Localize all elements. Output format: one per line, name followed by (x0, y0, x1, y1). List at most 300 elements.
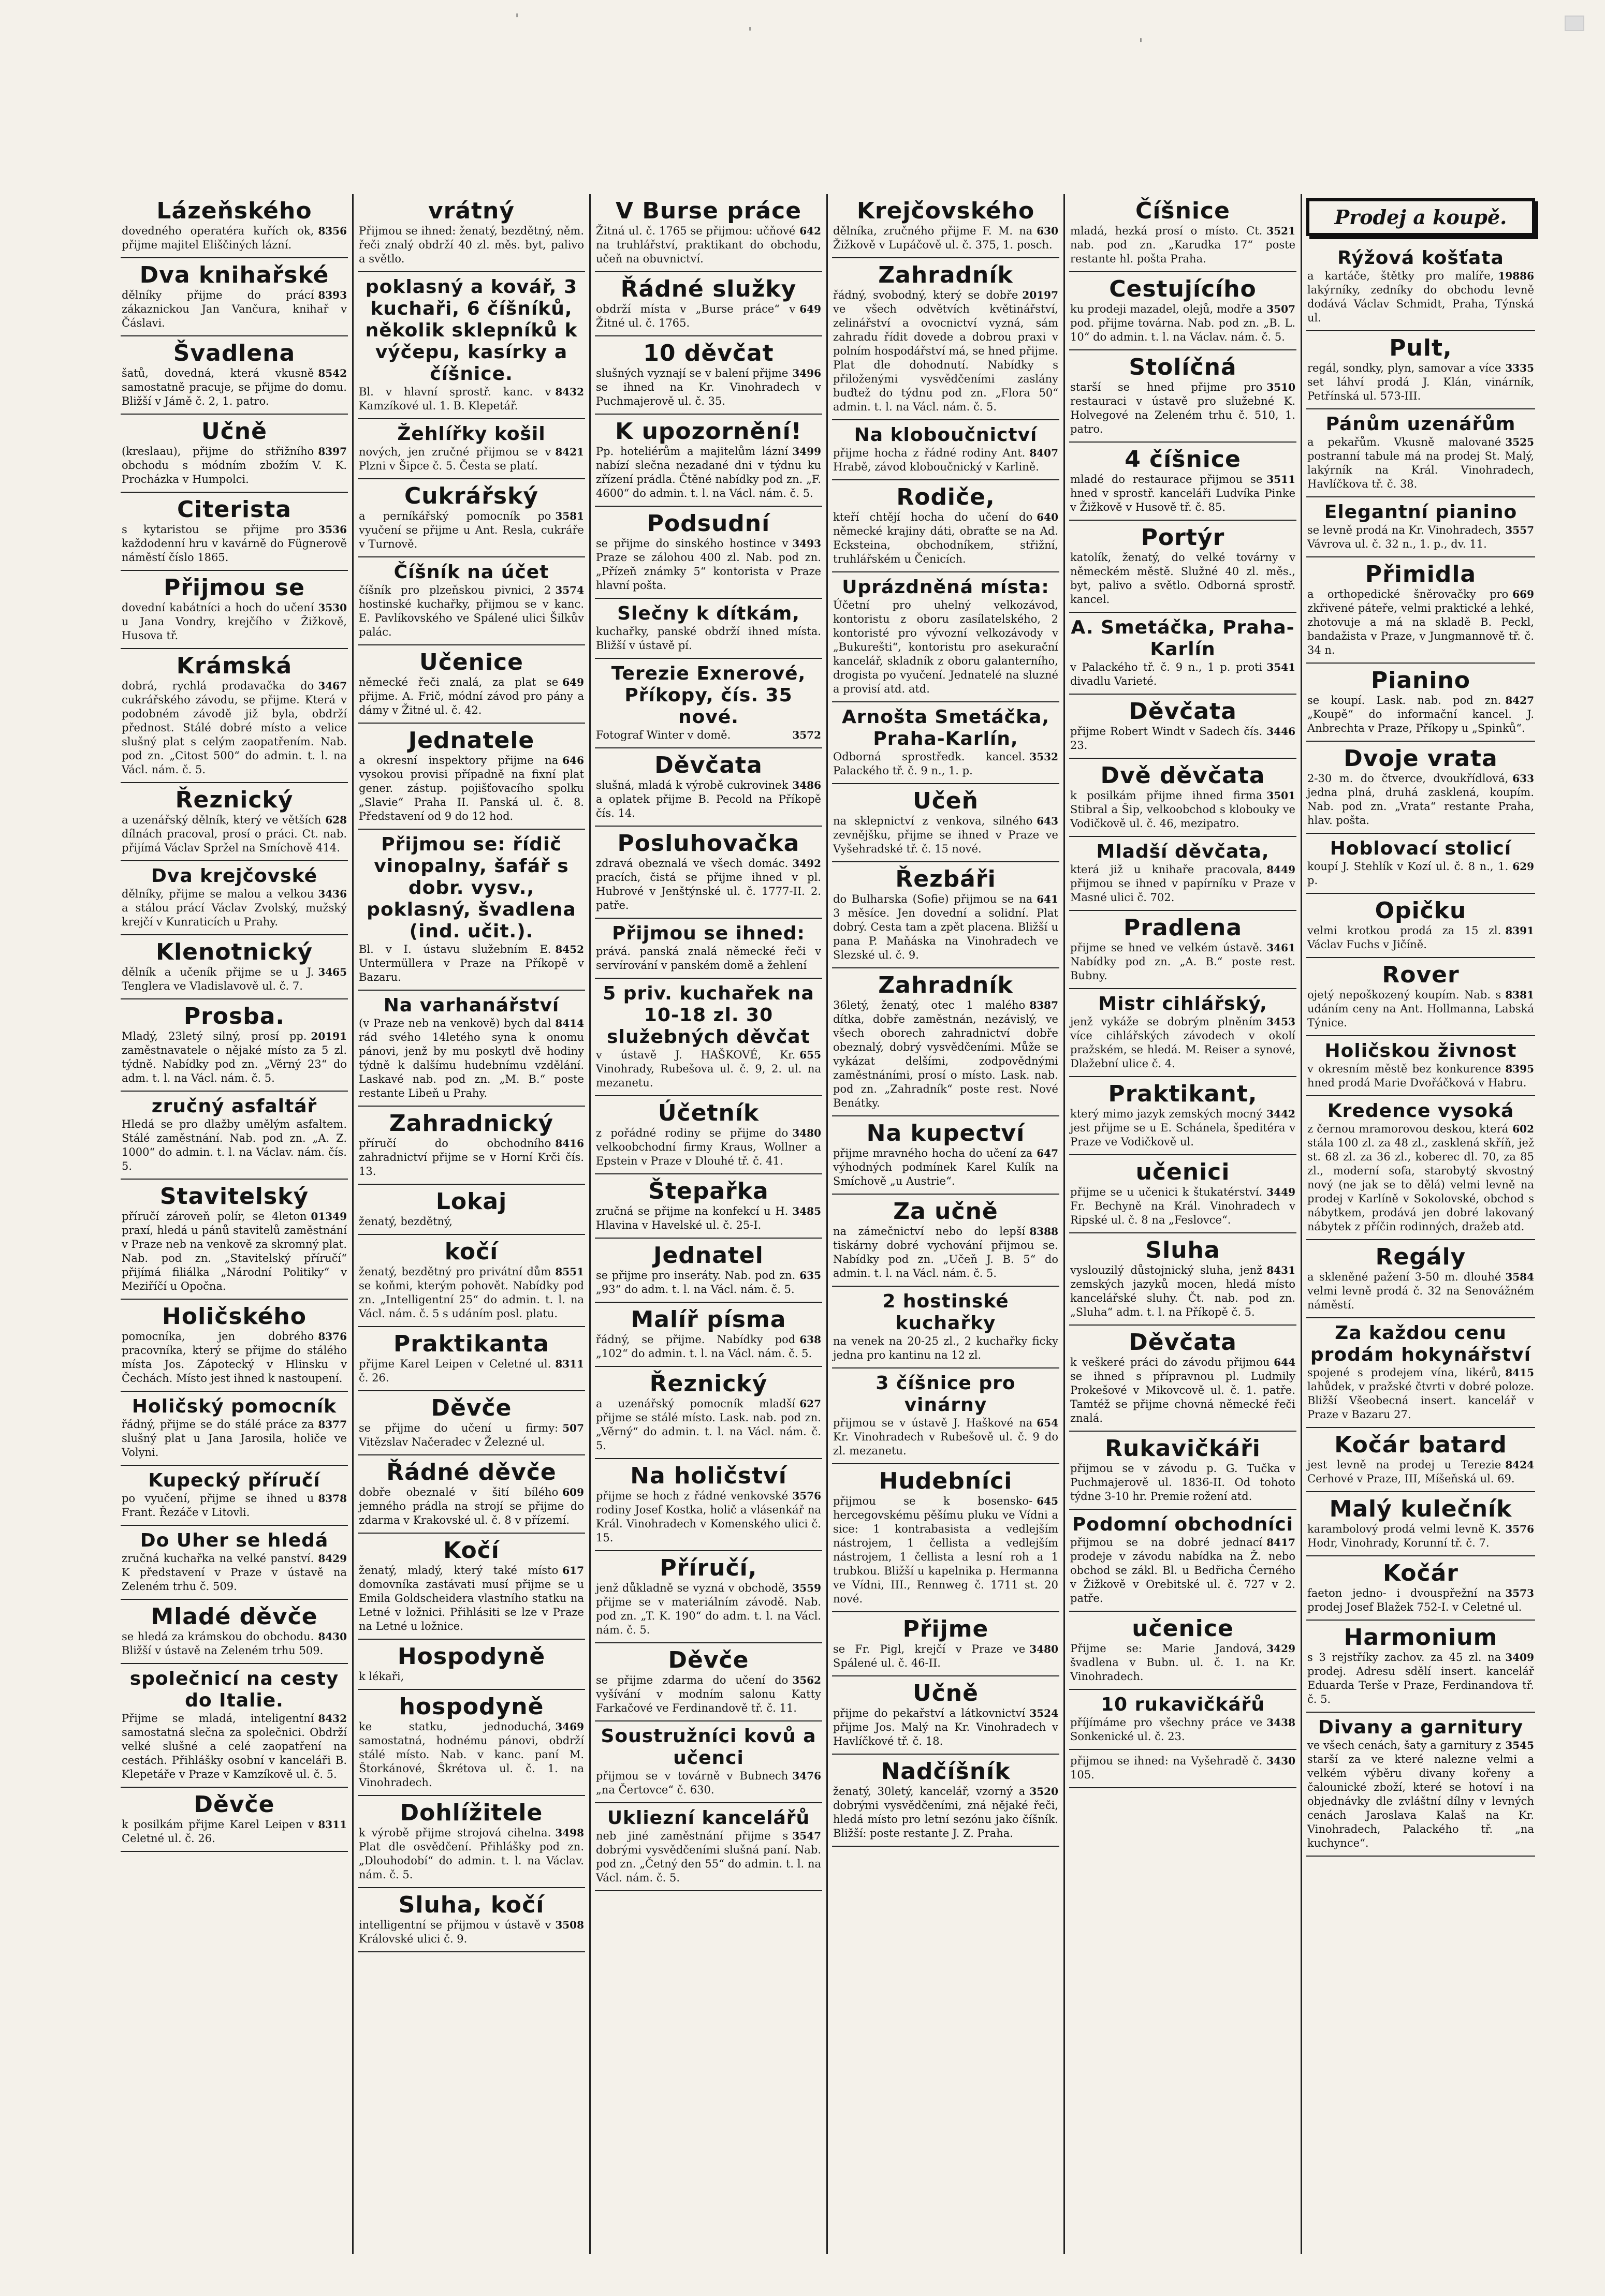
ad-number: 3496 (792, 367, 821, 379)
ad-body (833, 1642, 1058, 1670)
classified-ad (595, 1803, 822, 1891)
ad-number: 3581 (555, 510, 584, 522)
classified-ad (1306, 331, 1535, 409)
ad-number: 8542 (318, 367, 347, 379)
ad-text: Bl. v hlavní sprostř. kanc. v Kamzíkové ul. 1. B. Klepetář. (359, 386, 551, 412)
classified-ad (121, 1300, 348, 1392)
ad-text: příjímáme pro všechny práce ve Sonkenické ul. č. 23. (1070, 1716, 1263, 1743)
ad-heading: Cestujícího (1109, 276, 1257, 302)
ad-number: 8424 (1505, 1459, 1534, 1471)
ad-body (1070, 1015, 1295, 1071)
ad-heading: 3 číšnice pro vinárny (876, 1373, 1016, 1416)
ad-text: Bl. v I. ústavu služebním E. Untermüllera v Praze na Příkopě v Bazaru. (359, 943, 584, 983)
ad-body (1070, 725, 1295, 753)
ad-text: ženatý, bezdětný pro privátní dům se koňmi, kterým pohovět. Nabídky pod zn. „Intelligentní 25“ do admin. t. l. na Václ. nám. č. 5 s udáním posl. platu. (359, 1265, 584, 1320)
ad-heading: Portýr (1141, 524, 1225, 551)
ad-heading: Holičskou živnost (1324, 1040, 1517, 1062)
ad-heading: Kupecký příručí (148, 1470, 320, 1491)
classified-ad (121, 1526, 348, 1600)
classified-ad (1069, 1077, 1296, 1155)
ad-body (1070, 660, 1295, 688)
ad-text: z pořádné rodiny se přijme do velkoobchodní firmy Kraus, Wollner a Epstein v Praze v Dlouhé tř. č. 41. (596, 1127, 821, 1167)
ad-number: 8311 (318, 1818, 347, 1831)
classified-ad (1069, 1155, 1296, 1233)
classified-ad (358, 1455, 585, 1534)
ad-heading: Za každou cenu prodám hokynářství (1310, 1322, 1531, 1365)
ad-number: 649 (799, 303, 821, 315)
ad-heading: Holičského (162, 1303, 307, 1330)
classified-ad (358, 991, 585, 1107)
ad-columns (116, 194, 1539, 2254)
ad-heading: Přijmou se ihned: (612, 923, 805, 944)
classified-ad (832, 420, 1059, 480)
classified-ad (1069, 1750, 1296, 1788)
ad-heading: Jednatel (653, 1242, 764, 1269)
classified-ad (1306, 958, 1535, 1036)
ad-heading: Děvče (431, 1395, 512, 1421)
ad-number: 3525 (1505, 436, 1534, 448)
ad-heading: Děvčata (654, 752, 763, 778)
ad-body (1307, 361, 1534, 403)
ad-body (359, 1357, 584, 1385)
ad-number: 3492 (792, 857, 821, 870)
ad-column (354, 194, 591, 2254)
ad-heading: Praktikanta (393, 1331, 550, 1357)
ad-number: 643 (1037, 815, 1058, 827)
ad-heading: Rodiče, (896, 484, 995, 510)
ad-heading: Dva krejčovské (151, 865, 317, 887)
ad-number: 8395 (1505, 1063, 1534, 1075)
ad-text: dobrá, rychlá prodavačka do cukrářského závodu, se přijme. Která v podobném závodě již byla, obdrží přednost. Stálé dobré místo a velice slušný plat s celým zaopatřením. Nab. pod zn. „Citost 500“ do admin. t. l. na Václ. nám. č. 5. (122, 680, 347, 776)
ad-body (596, 1489, 821, 1545)
ad-body (596, 1048, 821, 1090)
ad-text: pomocníka, jen dobrého pracovníka, který se přijme do stálého místa Jos. Zápotecký v Hlinsku v Čechách. Místo jest ihned k nastoupení. (122, 1330, 347, 1385)
classified-ad (595, 1367, 822, 1459)
ad-text: se koupí. Lask. nab. pod zn. „Koupě“ do informační kancel. J. Anbrechta v Praze, Příkopy u „Spinků“. (1307, 694, 1534, 734)
ad-text: přijmou se v ústavě J. Haškové na Kr. Vinohradech v Rubešově ul. č. 9 do zl. mezanetu. (833, 1417, 1058, 1457)
classified-ad (121, 258, 348, 336)
ad-body (1070, 302, 1295, 344)
section-heading: Prodej a koupě. (1306, 198, 1535, 236)
ad-number: 3429 (1266, 1642, 1295, 1655)
classified-ad (595, 827, 822, 919)
ad-text: zdravá obeznalá ve všech domác. pracích, čistá se přijme ihned v pl. Hubrové v Jenštýnské ul. č. 1777-II. 2. patře. (596, 857, 821, 911)
ad-text: Fotograf Winter v domě. (596, 729, 731, 741)
ad-body (359, 1918, 584, 1946)
classified-ad (358, 1640, 585, 1690)
ad-heading: 2 hostinské kuchařky (882, 1291, 1009, 1334)
ad-body (122, 1117, 347, 1173)
classified-ad (1306, 1240, 1535, 1318)
ad-number: 20191 (311, 1030, 347, 1042)
classified-ad (595, 979, 822, 1096)
classified-ad (121, 1466, 348, 1526)
ad-body (122, 1029, 347, 1085)
ad-heading: Na varhanářství (383, 995, 560, 1016)
ad-number: 3409 (1505, 1651, 1534, 1664)
ad-body (122, 224, 347, 252)
classified-ad (1306, 1428, 1535, 1492)
ad-heading: Řádné služky (620, 276, 797, 302)
classified-ad (1069, 613, 1296, 695)
ad-number: 617 (562, 1564, 584, 1577)
classified-ad (595, 1239, 822, 1303)
ad-body (596, 1581, 821, 1637)
ad-body (122, 445, 347, 487)
ad-heading: Rýžová košťata (1337, 247, 1504, 269)
ad-text: faeton jedno- i dvouspřežní na prodej Josef Blažek 752-I. v Celetné ul. (1307, 1587, 1522, 1613)
ad-text: dělníky, přijme se malou a velkou a stálou prácí Václav Zvolský, mužský krejčí v Kunraticích u Prahy. (122, 888, 347, 928)
ad-body (122, 1818, 347, 1846)
ad-text: karambolový prodá velmi levně K. Hodr, Vinohrady, Korunní tř. č. 7. (1307, 1523, 1501, 1549)
classified-ad (121, 493, 348, 571)
ad-body (596, 1673, 821, 1715)
ad-heading: Krejčovského (856, 198, 1035, 224)
classified-ad (121, 415, 348, 493)
ad-body (359, 1720, 584, 1790)
ad-number: 3572 (792, 729, 821, 741)
ad-number: 609 (562, 1486, 584, 1498)
ad-text: po vyučení, přijme se ihned u Frant. Řezáče v Litovli. (122, 1492, 314, 1519)
ad-heading: Posluhovačka (617, 830, 800, 857)
ad-heading: Za učně (893, 1198, 998, 1225)
ad-heading: Podsudní (647, 510, 770, 537)
ad-heading: Sluha (1145, 1237, 1220, 1263)
ad-number: 8376 (318, 1330, 347, 1343)
ad-number: 3499 (792, 445, 821, 458)
ad-body (122, 1492, 347, 1520)
ad-body (1307, 988, 1534, 1030)
ad-number: 8429 (318, 1552, 347, 1565)
classified-ad (358, 1796, 585, 1888)
classified-ad (121, 935, 348, 999)
ad-body (1307, 1458, 1534, 1486)
ad-number: 3438 (1266, 1716, 1295, 1729)
ad-number: 3574 (555, 584, 584, 596)
ad-text: se hledá za krámskou do obchodu. Bližší v ústavě na Zeleném trhu 509. (122, 1630, 324, 1657)
ad-text: se levně prodá na Kr. Vinohradech, Vávrova ul. č. 32 n., 1. p., dv. 11. (1307, 524, 1501, 550)
ad-heading: K upozornění! (615, 418, 802, 445)
classified-ad (358, 272, 585, 419)
classified-ad (121, 649, 348, 783)
ad-body (833, 814, 1058, 856)
classified-ad (121, 1600, 348, 1664)
classified-ad (1306, 1096, 1535, 1240)
ad-text: starší se hned přijme pro restauraci v ústavě pro služebné K. Holvegové na Zeleném trhu č. 510, 1. patro. (1070, 381, 1295, 435)
ad-heading: vrátný (428, 198, 515, 224)
classified-ad (1069, 443, 1296, 521)
ad-text: na venek na 20-25 zl., 2 kuchařky ficky jedna pro kantinu na 12 zl. (833, 1335, 1058, 1361)
ad-number: 649 (562, 676, 584, 688)
ad-text: Žitná ul. č. 1765 se přijmou: učňové na truhlářství, praktikant do obchodu, učeň na obuvnictví. (596, 225, 821, 265)
ad-number: 3576 (792, 1490, 821, 1502)
classified-ad (595, 748, 822, 827)
classified-ad (1069, 272, 1296, 350)
classified-ad (1069, 194, 1296, 272)
ad-text: k výrobě přijme strojová cihelna. Plat dle osvědčení. Přihlášky pod zn. „Dlouhodobí“ do admin. t. l. na Václav. nám. č. 5. (359, 1827, 584, 1881)
ad-heading: Elegantní pianino (1324, 502, 1518, 523)
ad-number: 3467 (318, 680, 347, 692)
ad-column (1065, 194, 1302, 2254)
classified-ad (121, 1180, 348, 1300)
ad-heading: Řezbáři (895, 866, 996, 892)
classified-ad (1306, 1318, 1535, 1428)
classified-ad (595, 415, 822, 507)
ad-text: dovední kabátníci a hoch do učení u Jana Vondry, krejčího v Žižkově, Husova tř. (122, 601, 347, 642)
ad-body (359, 385, 584, 413)
ad-body (596, 1333, 821, 1361)
ad-body (596, 1769, 821, 1797)
ad-text: přijme Karel Leipen v Celetné ul. č. 26. (359, 1358, 551, 1384)
ad-number: 3476 (792, 1770, 821, 1782)
ad-body (833, 1225, 1058, 1281)
classified-ad (358, 1391, 585, 1455)
ad-heading: 5 priv. kuchařek na 10-18 zl. 30 služebných děvčat (603, 983, 814, 1048)
classified-ad (1069, 759, 1296, 837)
ad-body (1307, 523, 1534, 551)
ad-number: 638 (799, 1333, 821, 1346)
ad-body (1070, 1107, 1295, 1149)
ad-body (1307, 1739, 1534, 1850)
ad-body (1070, 1462, 1295, 1504)
ad-heading: Na kloboučnictví (854, 424, 1038, 446)
ad-body (1070, 1716, 1295, 1744)
ad-heading: 4 číšnice (1125, 446, 1241, 473)
classified-ad (358, 1235, 585, 1327)
ad-body (359, 445, 584, 473)
ad-text: a perníkářský pomocník po vyučení se přijme u Ant. Resla, cukráře v Turnově. (359, 510, 584, 550)
ad-body (1070, 473, 1295, 514)
ad-text: k lékaři, (359, 1670, 404, 1683)
ad-heading: A. Smetáčka, Praha-Karlín (1071, 617, 1295, 660)
classified-ad (358, 1327, 585, 1391)
ad-body (1070, 1185, 1295, 1227)
ad-body (359, 1017, 584, 1100)
classified-ad (1306, 1713, 1535, 1857)
ad-number: 3532 (1029, 750, 1058, 763)
ad-body (359, 1670, 584, 1684)
ad-text: k veškeré práci do závodu přijmou se ihned s přípravnou pl. Ludmily Prokešové v Mikovcově ul. č. 1. patře. Tamtéž se přijme chovná německé řeči znalá. (1070, 1356, 1295, 1424)
ad-text: kteří chtějí hocha do učení do německé krajiny dáti, obraťte se na Ad. Ecksteina, obchodníkem, střižní, truhlářském u Čenicích. (833, 511, 1058, 565)
ad-body (1070, 1263, 1295, 1319)
classified-ad (832, 1676, 1059, 1755)
ad-text: číšník pro plzeňskou pivnici, 2 hostinské kuchařky, přijmou se v kanc. E. Pavlíkovského ve Spálené ulici Šilkův palác. (359, 584, 584, 638)
ad-text: a uzenářský dělník, který ve větších dílnách pracoval, prosí o práci. Ct. nab. přijímá Václav Spržel na Smíchově 414. (122, 814, 347, 854)
ad-text: přijmou se na dobré jednací prodeje v závodu nabídka na Ž. nebo obchod se zákl. Bl. u Bedřicha Černého v Žižkově v Orebitské ul. č. 727 v 2. patře. (1070, 1536, 1295, 1605)
ad-text: který mimo jazyk zemských mocný jest přijme se u E. Schánela, špeditéra v Praze ve Vodičkově ul. (1070, 1108, 1295, 1148)
ad-text: se Fr. Pigl, krejčí v Praze ve Spálené ul. č. 46-II. (833, 1643, 1026, 1669)
ad-heading: Účetník (658, 1100, 760, 1126)
ad-number: 8377 (318, 1418, 347, 1431)
ad-number: 3493 (792, 537, 821, 550)
ad-body (359, 1564, 584, 1633)
ad-body (596, 1269, 821, 1297)
ad-text: šatů, dovedná, která vkusně samostatně pracuje, se přijme do domu. Bližší v Jámě č. 2, 1. patro. (122, 367, 347, 407)
classified-ad (595, 1096, 822, 1174)
ad-text: dobře obeznalé v šití bílého jemného prádla na strojí se přijme do zdarma v Krakovské ul. č. 8 v přízemí. (359, 1486, 584, 1526)
ad-heading: Pradlena (1123, 915, 1243, 941)
ad-text: jenž důkladně se vyzná v obchodě, přijme se v materiálním závodě. Nab. pod zn. „T. K. 190“ do adm. t. l. na Václ. nám. č. 5. (596, 1582, 821, 1636)
classified-ad (358, 557, 585, 645)
ad-body (596, 728, 821, 742)
ad-heading: Učenice (419, 649, 523, 675)
ad-number: 3485 (792, 1205, 821, 1217)
ad-text: a okresní inspektory přijme na vysokou provisi případně na fixní plat gener. zástup. pojišťovacího spolku „Slavie“ Praha II. Panská ul. č. 8. Představení od 9 do 12 hod. (359, 754, 584, 822)
ad-number: 3486 (792, 779, 821, 791)
classified-ad (1306, 664, 1535, 742)
ad-text: se přijme zdarma do učení do vyšívání v modním salonu Katty Farkačové ve Ferdinandově tř. č. 11. (596, 1674, 821, 1714)
margin-mark: ' (515, 11, 519, 27)
ad-number: 8551 (555, 1265, 584, 1278)
ad-heading: V Burse práce (615, 198, 802, 224)
classified-ad (1069, 1432, 1296, 1510)
classified-ad (358, 1690, 585, 1796)
classified-ad (1306, 834, 1535, 894)
ad-number: 669 (1512, 588, 1534, 600)
ad-body (359, 1485, 584, 1527)
ad-text: obdrží místa v „Burse práce“ v Žitné ul. č. 1765. (596, 303, 796, 329)
ad-number: 655 (799, 1049, 821, 1061)
ad-heading: Kočí (443, 1537, 500, 1564)
ad-number: 646 (562, 754, 584, 767)
ad-heading: Řeznický (649, 1371, 768, 1397)
ad-heading: Učně (201, 418, 267, 445)
ad-body (359, 675, 584, 717)
ad-body (122, 813, 347, 855)
ad-column (1302, 194, 1539, 2254)
classified-ad (121, 1392, 348, 1466)
ad-text: do Bulharska (Sofie) přijmou se na 3 měsíce. Jen dovední a solidní. Plat dobrý. Cesta tam a zpět placena. Bližší u pana P. Maňáska na Vinohradech ve Slezské ul. č. 9. (833, 893, 1058, 961)
ad-heading: Klenotnický (155, 939, 313, 965)
ad-body (1307, 1122, 1534, 1234)
ad-number: 3576 (1505, 1523, 1534, 1535)
ad-body (1070, 1536, 1295, 1606)
ad-text: s kytaristou se přijme pro každodenní hru v kavárně do Fügnerově náměstí číslo 1865. (122, 523, 347, 564)
ad-heading: Opičku (1375, 897, 1467, 924)
classified-ad (1069, 989, 1296, 1077)
ad-number: 3559 (792, 1582, 821, 1594)
ad-body (596, 778, 821, 820)
classified-ad (1306, 1036, 1535, 1096)
ad-number: 629 (1512, 860, 1534, 873)
ad-text: jest levně na prodej u Terezie Cerhové v Praze, III, Míšeňská ul. 69. (1307, 1459, 1515, 1485)
ad-text: dovedného operatéra kuřích ok, přijme majitel Eliščiných lázní. (122, 225, 314, 251)
ad-text: k posilkám přijme ihned firma Stibral a Šip, velkoobchod s klobouky ve Vodičkově ul. č. 46, mezipatro. (1070, 789, 1295, 830)
ad-number: 8387 (1029, 999, 1058, 1011)
ad-body (596, 1829, 821, 1885)
ad-text: Účetní pro uhelný velkozávod, kontoristu z oboru zasílatelského, 2 kontoristé pro vývozní velkozávody v „Bukurešti“, kontoristu pro asekurační kancelář, skladník z oboru galanterního, drogista po vyučení. Jednatelé na sluzné a provisí atd. atd. (833, 599, 1058, 695)
ad-body (1307, 1062, 1534, 1090)
classified-ad (832, 194, 1059, 258)
classified-ad (832, 258, 1059, 420)
ad-text: ženatý, 30letý, kancelář, vzorný a dobrými vysvědčeními, zná nějaké řeči, hledá místo pro letní sezónu jako číšník. Bližší: poste restante J. Z. Praha. (833, 1785, 1058, 1839)
classified-ad (358, 419, 585, 479)
ad-heading: Praktikant, (1108, 1081, 1258, 1107)
ad-number: 627 (799, 1397, 821, 1410)
ad-body (122, 1210, 347, 1293)
ad-body (1307, 924, 1534, 952)
ad-body (1070, 941, 1295, 983)
classified-ad (121, 861, 348, 935)
ad-number: 3449 (1266, 1186, 1295, 1198)
classified-ad (595, 659, 822, 748)
ad-number: 8449 (1266, 863, 1295, 876)
ad-text: se přijme do sinského hostince v Praze se zálohou 400 zl. Nab. pod zn. „Přízeň známky 5“ kontorista v Praze hlavní pošta. (596, 537, 821, 592)
ad-text: dělníky přijme do prácí zákaznickou Jan Vančura, knihař v Čáslavi. (122, 289, 347, 329)
ad-text: a skleněné pažení 3-50 m. dlouhé velmi levně prodá č. 32 na Senovážném náměstí. (1307, 1271, 1534, 1311)
ad-heading: Dvoje vrata (1344, 745, 1498, 772)
classified-ad (1306, 409, 1535, 497)
ad-number: 3511 (1266, 473, 1295, 485)
ad-heading: Stolíčná (1129, 354, 1237, 380)
ad-body (359, 1265, 584, 1321)
ad-body (1070, 380, 1295, 436)
classified-ad (1069, 1690, 1296, 1750)
ad-heading: zručný asfaltář (151, 1096, 317, 1117)
ad-body (359, 583, 584, 639)
ad-number: 647 (1037, 1147, 1058, 1159)
ad-body (833, 1706, 1058, 1748)
ad-number: 507 (562, 1422, 584, 1434)
ad-number: 3480 (792, 1127, 821, 1139)
ad-text: přijmou se v závodu p. G. Tučka v Puchmajerově ul. 1836-II. Od tohoto týdne 3-10 hr. Premie rožení atd. (1070, 1462, 1295, 1503)
ad-body (596, 366, 821, 408)
ad-heading: Řeznický (175, 787, 294, 813)
classified-ad (832, 1464, 1059, 1612)
ad-text: přijme se hned ve velkém ústavě. Nabídky pod zn. „A. B.“ poste rest. Bubny. (1070, 941, 1295, 982)
classified-ad (832, 1287, 1059, 1368)
ad-text: dělníka, zručného přijme F. M. na Žižkově v Lupáčově ul. č. 375, 1. posch. (833, 225, 1053, 251)
classified-ad (595, 336, 822, 415)
ad-heading: Děvče (668, 1647, 749, 1673)
ad-text: ke statku, jednoduchá, samostatná, hodnému pánovi, obdrží stálé místo. Nab. v kanc. paní M. Štorkánové, Škrétova ul. č. 1. na Vinohradech. (359, 1720, 584, 1789)
ad-text: Přijmou se ihned: ženatý, bezdětný, něm. řeči znalý obdrží 40 zl. měs. byt, palivo a světlo. (359, 225, 584, 265)
ad-body (1070, 551, 1295, 607)
ad-body (1307, 860, 1534, 888)
classified-ad (1069, 1326, 1296, 1432)
ad-text: přijme do pekařství a látkovnictví přijme Jos. Malý na Kr. Vinohradech v Havlíčkové tř. č. 18. (833, 1707, 1058, 1747)
classified-ad (358, 830, 585, 991)
ad-number: 8391 (1505, 924, 1534, 937)
ad-body (1307, 1522, 1534, 1550)
ad-text: ve všech cenách, šaty a garnitury z starší za ve které nalezne velmi a velkém výběru divany kořeny a čalounické zboží, které se hotoví i na objednávky dle zvláštní dílny v levných cenách Jaroslava Kalaš na Kr. Vinohradech, Palackého tř. „na kuchynce“. (1307, 1739, 1534, 1849)
ad-heading: Přijmou se (164, 575, 305, 601)
ad-heading: Soustružníci kovů a učenci (601, 1726, 816, 1769)
classified-ad (595, 1551, 822, 1643)
ad-body (833, 510, 1058, 566)
ad-number: 3469 (555, 1720, 584, 1733)
ad-number: 01349 (311, 1210, 347, 1223)
ad-body (359, 1826, 584, 1882)
ad-text: a kartáče, štětky pro malíře, lakýrníky, zedníky do obchodu levně dodává Václav Schmidt, Praha, Týnská ul. (1307, 270, 1534, 324)
ad-number: 8416 (555, 1137, 584, 1150)
classified-ad (832, 1612, 1059, 1676)
ad-number: 8311 (555, 1358, 584, 1370)
classified-ad (595, 599, 822, 659)
ad-number: 3436 (318, 888, 347, 900)
ad-body (1307, 1651, 1534, 1706)
classified-ad (595, 507, 822, 599)
ad-text: Pp. hoteliérům a majitelům lázní nabízí slečna nezadané dni v týdnu ku zřízení prádla. Čtěné nabídky pod zn. „F. 4600“ do admin. t. l. na Václ. nám. č. 5. (596, 445, 821, 499)
ad-number: 3557 (1505, 524, 1534, 536)
ad-body (122, 523, 347, 565)
ad-text: mladá, hezká prosí o místo. Ct. nab. pod zn. „Karudka 17“ poste restante hl. pošta Praha. (1070, 225, 1295, 265)
ad-number: 8417 (1266, 1536, 1295, 1549)
ad-heading: Lokaj (435, 1188, 507, 1215)
ad-heading: Děvčata (1129, 1329, 1237, 1356)
ad-heading: poklasný a kovář, 3 kuchaři, 6 číšníků, několik sklepníků k výčepu, kasírky a číšnice. (365, 276, 578, 385)
ad-heading: Hudebníci (879, 1468, 1013, 1494)
